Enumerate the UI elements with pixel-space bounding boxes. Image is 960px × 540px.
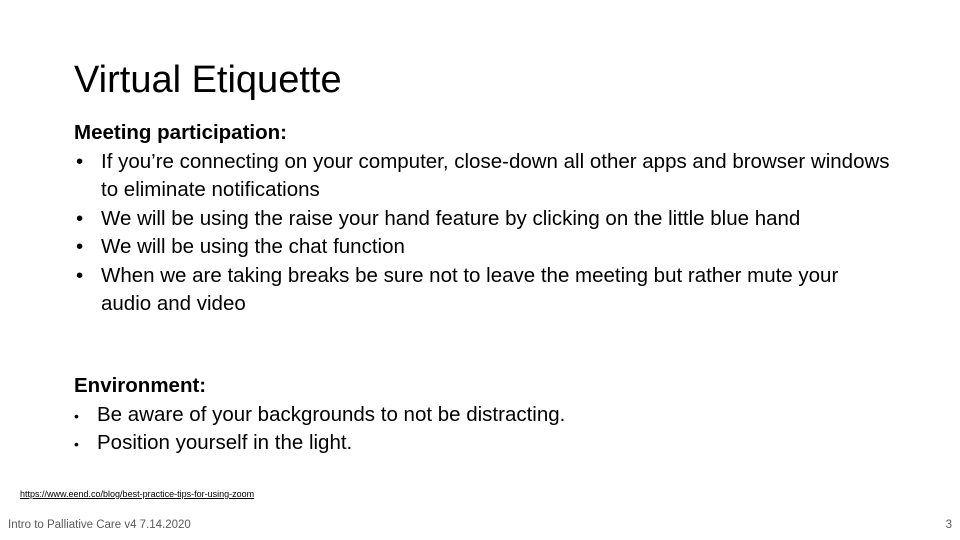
bullet-icon: • xyxy=(76,149,84,173)
bullet-item xyxy=(74,262,894,319)
source-link[interactable]: https://www.eend.co/blog/best-practice-tips-for-using-zoom xyxy=(20,489,255,499)
bullet-item xyxy=(74,401,894,430)
bullet-icon: • xyxy=(76,263,84,287)
bullet-text: Position yourself in the light. xyxy=(97,431,353,454)
bullet-text: If you’re connecting on your computer, close-down all other apps and browser windows to eliminate notifications xyxy=(101,149,890,201)
bullet-icon: • xyxy=(76,206,84,230)
bullet-item xyxy=(74,429,894,458)
environment-section xyxy=(74,372,894,458)
meeting-participation-heading: Meeting participation: xyxy=(74,121,287,144)
bullet-item xyxy=(74,205,894,234)
meeting-participation-section xyxy=(74,119,894,319)
bullet-icon: • xyxy=(74,436,79,452)
meeting-bullet-list xyxy=(74,148,894,319)
environment-bullet-list xyxy=(74,401,894,458)
bullet-icon: • xyxy=(76,235,84,258)
slide-title: Virtual Etiquette xyxy=(74,59,342,101)
environment-heading: Environment: xyxy=(74,374,207,397)
bullet-text: Be aware of your backgrounds to not be distracting. xyxy=(97,402,566,426)
bullet-text: We will be using the raise your hand feature by clicking on the little blue hand xyxy=(101,206,801,230)
footer-text: Intro to Palliative Care v4 7.14.2020 xyxy=(8,519,191,531)
page-number: 3 xyxy=(945,519,952,531)
bullet-item xyxy=(74,148,894,205)
bullet-text: When we are taking breaks be sure not to leave the meeting but rather mute your audio and video xyxy=(101,263,839,315)
bullet-item xyxy=(74,233,894,262)
bullet-text: We will be using the chat function xyxy=(101,235,405,258)
bullet-icon: • xyxy=(74,407,79,424)
